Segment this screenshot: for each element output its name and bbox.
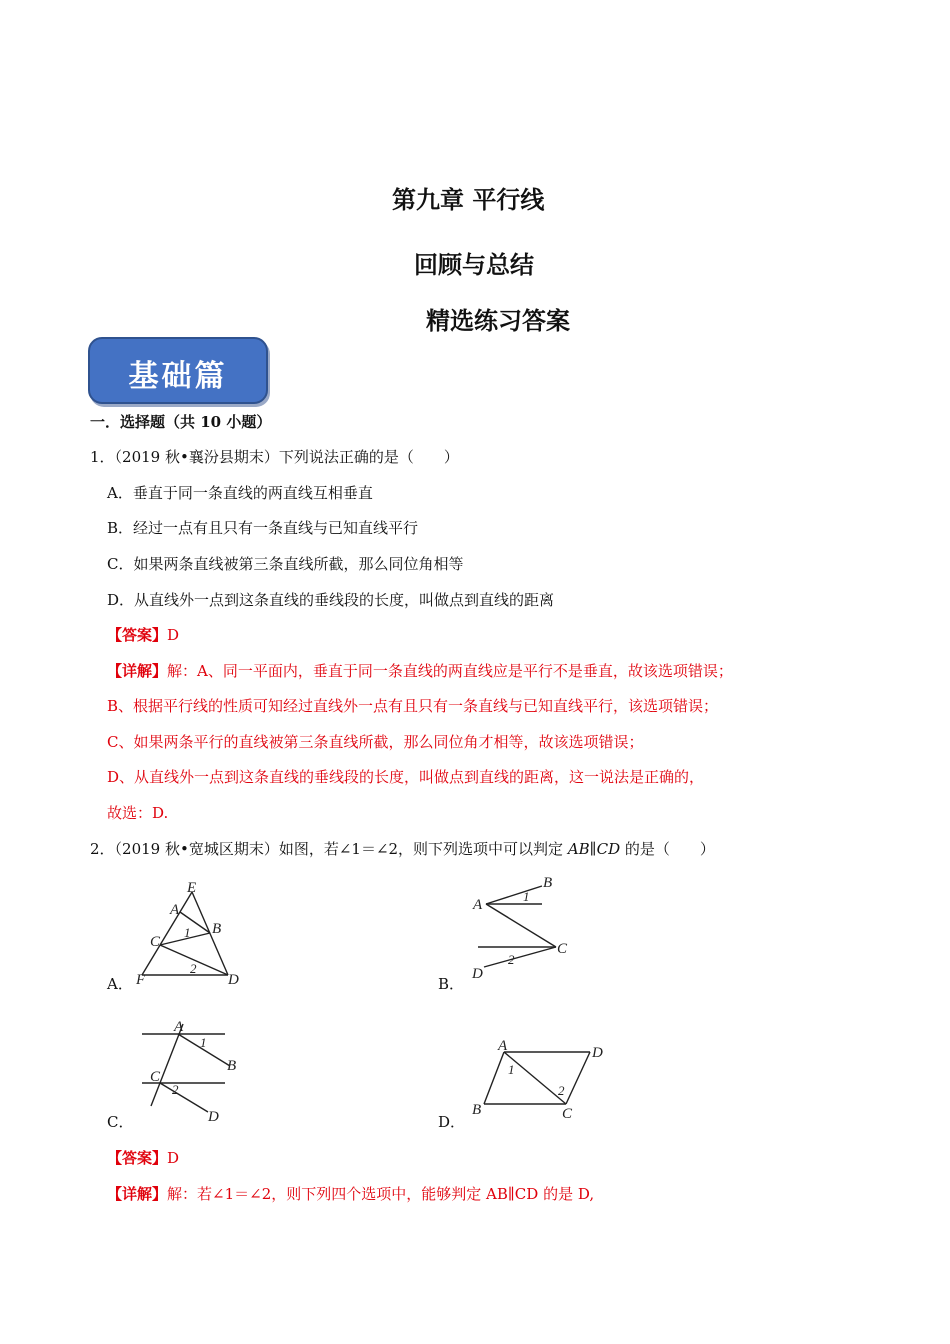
fig-d-label-a: A [498, 1040, 508, 1054]
question-1-stem: 1．（2019 秋•襄汾县期末）下列说法正确的是（ ） [90, 448, 459, 466]
fig-c-label-d: D [208, 1109, 219, 1125]
page-subtitle: 回顾与总结 [414, 250, 534, 279]
fig-d-angle-1: 1 [508, 1062, 515, 1077]
section-badge-label: 基础篇 [128, 359, 228, 394]
question-1-detail-2: B、根据平行线的性质可知经过直线外一点有且只有一条直线与已知直线平行，该选项错误； [107, 697, 719, 715]
question-1-option-d: D．从直线外一点到这条直线的垂线段的长度，叫做点到直线的距离 [107, 591, 555, 609]
fig-d-angle-2: 2 [558, 1083, 565, 1098]
question-1-option-a: A．垂直于同一条直线的两直线互相垂直 [107, 484, 373, 502]
question-2-option-a-label: A． [107, 975, 133, 993]
fig-a-label-d: D [228, 972, 239, 988]
page-subtitle-answers: 精选练习答案 [426, 306, 570, 335]
question-1-option-c: C．如果两条直线被第三条直线所截，那么同位角相等 [107, 555, 464, 573]
fig-c-label-b: B [227, 1058, 237, 1074]
fig-c-angle-1: 1 [200, 1035, 207, 1050]
question-2-option-d-label: D． [438, 1113, 466, 1131]
answer-value: D [167, 626, 180, 644]
question-1-detail-1 [107, 660, 733, 681]
question-1-detail-3: C、如果两条平行的直线被第三条直线所截，那么同位角才相等，故该选项错误； [107, 733, 644, 751]
fig-a-label-c: C [150, 934, 161, 950]
detail-text: 解：A、同一平面内，垂直于同一条直线的两直线应是平行不是垂直，故该选项错误； [167, 662, 733, 680]
fig-b-angle-2: 2 [508, 952, 515, 967]
detail-text: 解：若∠1＝∠2，则下列四个选项中，能够判定 AB∥CD 的是 D, [167, 1185, 595, 1203]
fig-a-label-f: F [136, 972, 146, 988]
fig-a-angle-2: 2 [190, 961, 197, 976]
fig-d-label-c: C [562, 1106, 573, 1122]
fig-a-label-a: A [170, 902, 180, 918]
fig-d-label-d: D [592, 1045, 603, 1061]
question-1-detail-5: 故选：D. [107, 804, 169, 822]
fig-b-label-c: C [557, 941, 568, 957]
question-1-option-b: B．经过一点有且只有一条直线与已知直线平行 [107, 519, 419, 537]
fig-a-angle-1: 1 [184, 925, 191, 940]
detail-tag: 【详解】 [107, 1185, 168, 1203]
answer-tag: 【答案】 [107, 1149, 168, 1167]
fig-d-label-b: B [472, 1102, 482, 1118]
fig-c-angle-2: 2 [172, 1082, 179, 1097]
question-2-stem [90, 838, 715, 859]
figure-b [466, 870, 581, 985]
section-badge [88, 337, 268, 404]
fig-b-label-d: D [472, 966, 483, 982]
stem-post: 的是（ ） [620, 840, 715, 858]
answer-tag: 【答案】 [107, 626, 168, 644]
question-2-option-c-label: C． [107, 1113, 134, 1131]
figure-d [466, 1040, 616, 1125]
stem-pre: 2．（2019 秋•宽城区期末）如图，若∠1＝∠2，则下列选项中可以判定 [90, 840, 568, 858]
fig-b-angle-1: 1 [523, 889, 530, 904]
fig-c-label-a: A [174, 1019, 184, 1035]
question-1-answer [107, 624, 179, 645]
section-heading: 一．选择题（共 10 小题） [90, 413, 272, 431]
fig-c-label-c: C [150, 1069, 161, 1085]
question-1-detail-4: D、从直线外一点到这条直线的垂线段的长度，叫做点到直线的距离，这一说法是正确的， [107, 768, 705, 786]
figure-c [138, 1014, 248, 1129]
fig-a-label-b: B [212, 921, 222, 937]
question-2-detail [107, 1183, 594, 1204]
question-2-answer [107, 1147, 179, 1168]
detail-tag: 【详解】 [107, 662, 168, 680]
fig-b-label-a: A [473, 897, 483, 913]
answer-value: D [167, 1149, 180, 1167]
stem-math: AB∥CD [567, 840, 621, 858]
figure-a [130, 878, 255, 988]
chapter-title: 第九章 平行线 [392, 185, 545, 214]
fig-a-label-e: E [187, 880, 197, 896]
fig-b-label-b: B [543, 875, 553, 891]
question-2-option-b-label: B． [438, 975, 465, 993]
